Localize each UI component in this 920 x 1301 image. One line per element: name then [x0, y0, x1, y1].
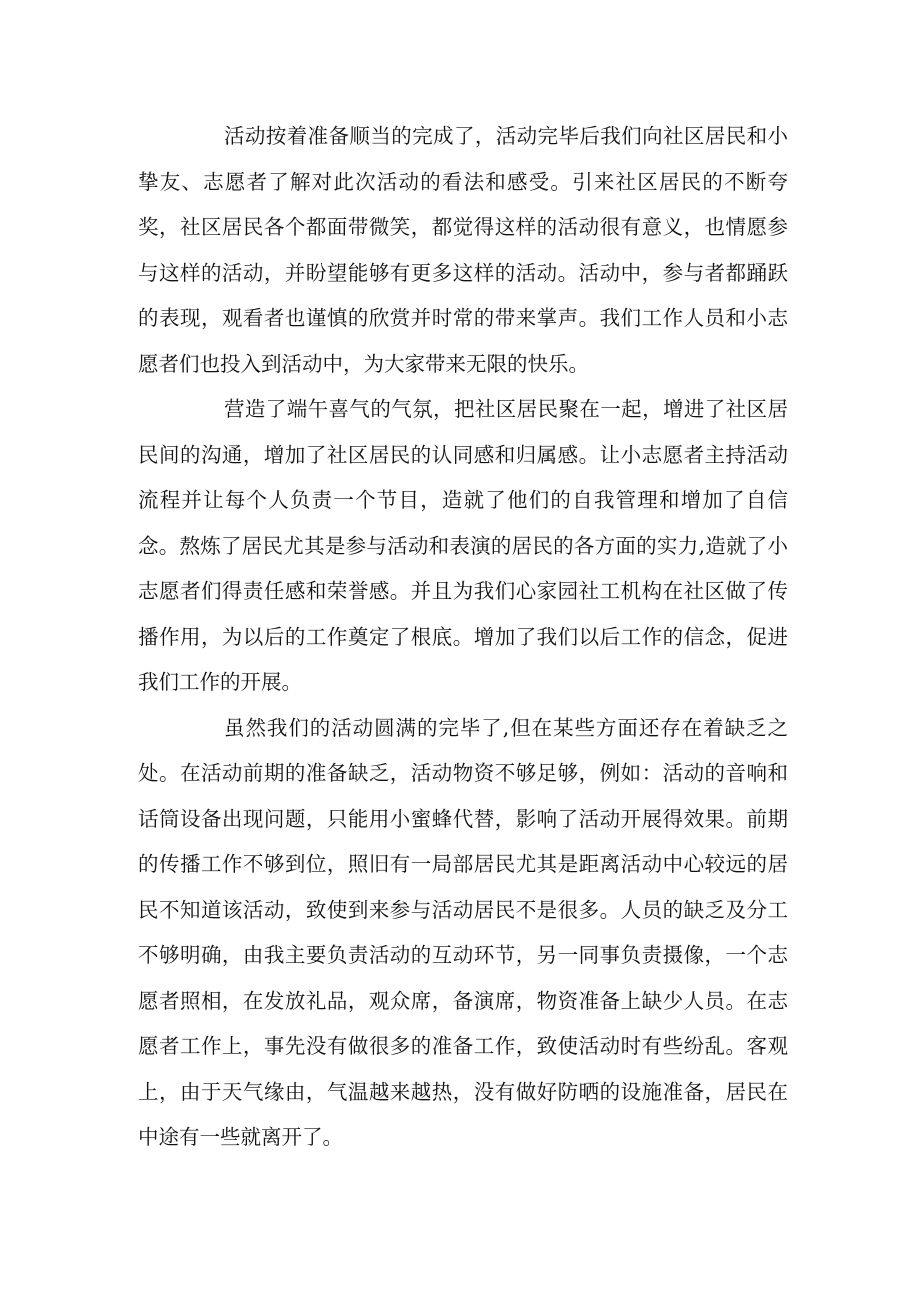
document-body — [138, 114, 788, 1161]
paragraph-activity-feedback: 活动按着准备顺当的完成了，活动完毕后我们向社区居民和小挚友、志愿者了解对此次活动的看法和感受。引来社区居民的不断夸奖，社区居民各个都面带微笑，都觉得这样的活动很有意义，也情愿参与这样的活动，并盼望能够有更多这样的活动。活动中，参与者都踊跃的表现，观看者也谨慎的欣赏并时常的带来掌声。我们工作人员和小志愿者们也投入到活动中，为大家带来无限的快乐。 — [138, 124, 788, 376]
paragraph-activity-effects: 营造了端午喜气的气氛，把社区居民聚在一起，增进了社区居民间的沟通，增加了社区居民的认同感和归属感。让小志愿者主持活动流程并让每个人负责一个节目，造就了他们的自我管理和增加了自信念。熬炼了居民尤其是参与活动和表演的居民的各方面的实力,造就了小志愿者们得责任感和荣誉感。并且为我们心家园社工机构在社区做了传播作用，为以后的工作奠定了根底。增加了我们以后工作的信念，促进我们工作的开展。 — [138, 397, 788, 694]
paragraph-shortcomings: 虽然我们的活动圆满的完毕了,但在某些方面还存在着缺乏之处。在活动前期的准备缺乏，活动物资不够足够，例如：活动的音响和话筒设备出现问题，只能用小蜜蜂代替，影响了活动开展得效果。前期的传播工作不够到位，照旧有一局部居民尤其是距离活动中心较远的居民不知道该活动，致使到来参与活动居民不是很多。人员的缺乏及分工不够明确，由我主要负责活动的互动环节，另一同事负责摄像，一个志愿者照相，在发放礼品，观众席，备演席，物资准备上缺少人员。在志愿者工作上，事先没有做很多的准备工作，致使活动时有些纷乱。客观上，由于天气缘由，气温越来越热，没有做好防晒的设施准备，居民在中途有一些就离开了。 — [138, 715, 788, 1149]
